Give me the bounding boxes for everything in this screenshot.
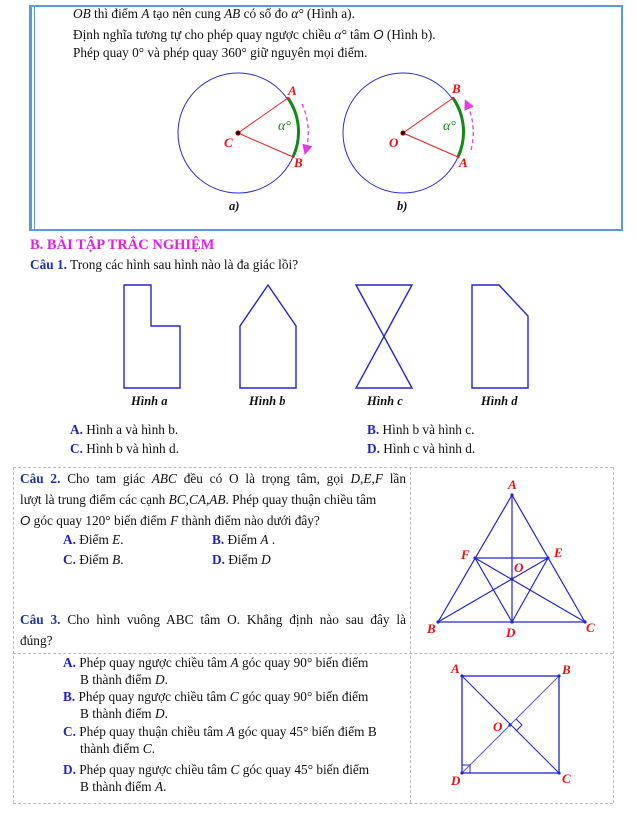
point-label-B: B <box>427 621 436 636</box>
figure-caption: Hình b <box>249 394 286 408</box>
option-var: C <box>142 740 152 756</box>
option-text: . <box>151 740 155 756</box>
question-3 <box>20 609 406 651</box>
option-var: D <box>154 671 165 687</box>
question-label: Câu 1. <box>30 257 67 272</box>
question-text: Trong các hình sau hình nào là đa giác lồi? <box>66 257 299 272</box>
question-label: Câu 3. <box>20 612 61 627</box>
figure-caption-a: a) <box>229 199 240 213</box>
option-text: B thành điểm <box>80 671 155 687</box>
option-var: B <box>112 552 121 567</box>
text: (Hình b). <box>383 27 436 42</box>
option-key: B. <box>63 689 76 704</box>
question-1 <box>30 257 298 273</box>
option-text: Điểm <box>75 532 113 547</box>
option-key: B. <box>212 532 225 547</box>
option-A[interactable] <box>70 422 178 438</box>
var-O: O <box>373 27 384 42</box>
text: lần <box>382 471 406 486</box>
option-text: Điểm <box>224 532 261 547</box>
q1-polygons <box>100 280 540 390</box>
text: Cho tam giác <box>60 471 152 486</box>
polygon-hinh-d <box>472 285 528 388</box>
table-border-left <box>13 467 14 803</box>
option-text: góc quay 45° biến điểm <box>239 762 370 777</box>
text: Định nghĩa tương tự cho phép quay ngược chiều <box>73 27 335 42</box>
rotation-figures <box>0 0 637 230</box>
point-label-E: E <box>554 545 563 560</box>
option-text: Phép quay ngược chiều tâm <box>75 655 231 670</box>
option-var: A <box>230 655 239 670</box>
option-B[interactable] <box>212 532 275 548</box>
text: có số đo <box>240 6 292 21</box>
point-label-C: C <box>586 620 595 635</box>
figure-caption: Hình c <box>367 394 403 408</box>
point-label-D: D <box>451 773 461 788</box>
option-key: C. <box>70 441 83 456</box>
option-text: . <box>163 778 167 794</box>
option-end: . <box>120 532 124 547</box>
point-label-B: B <box>294 155 303 170</box>
point-label-B: B <box>452 81 461 96</box>
point-label-O: O <box>514 560 524 575</box>
option-key: A. <box>70 422 83 437</box>
option-text: Hình c và hình d. <box>379 441 476 456</box>
figure-caption: Hình d <box>481 394 518 408</box>
option-C[interactable] <box>63 552 124 568</box>
option-text: Hình b và hình c. <box>379 422 475 437</box>
var-O: O <box>20 513 31 528</box>
option-var: A <box>260 532 269 547</box>
var-AB: AB <box>224 6 241 21</box>
option-key: A. <box>63 655 76 670</box>
option-key: D. <box>63 762 76 777</box>
option-text: B thành điểm <box>80 705 155 721</box>
q2-line-2 <box>20 489 406 510</box>
point-label-C: C <box>224 135 233 150</box>
question-2 <box>20 468 406 531</box>
text: tạo nên cung <box>149 6 225 21</box>
option-text: Phép quay ngược chiều tâm <box>75 762 231 777</box>
point-label-A: A <box>288 83 297 98</box>
option-key: C. <box>63 724 76 739</box>
polygon-hinh-c <box>356 285 412 388</box>
figure-caption-b: b) <box>397 199 408 213</box>
text: tâm <box>346 27 374 42</box>
option-var: C <box>230 762 240 777</box>
option-text: Hình a và hình b. <box>82 422 179 437</box>
option-key: D. <box>212 552 225 567</box>
q2-line-1 <box>20 468 406 489</box>
text: Cho hình vuông ABC tâm O. Khẳng định nào sau đây là <box>60 612 406 627</box>
point-label-C: C <box>562 771 571 786</box>
option-text: Điểm <box>224 552 262 567</box>
text: thì điểm <box>90 6 142 21</box>
point-label-A: A <box>508 477 517 492</box>
option-A[interactable] <box>63 655 398 688</box>
option-end: . <box>120 552 124 567</box>
polygon-hinh-a <box>124 285 180 388</box>
option-text: góc quay 45° biến điểm B <box>234 724 377 739</box>
option-text: Phép quay thuận chiều tâm <box>75 724 227 739</box>
option-text: . <box>164 671 168 687</box>
point-label-D: D <box>506 625 516 640</box>
option-text: thành điểm <box>80 740 143 756</box>
option-text: góc quay 90° biến điểm <box>238 689 369 704</box>
option-text: Hình b và hình d. <box>82 441 179 456</box>
text: thành điểm nào dưới đây? <box>178 513 320 528</box>
option-D[interactable] <box>367 441 475 457</box>
var-alpha: α° <box>334 27 347 42</box>
option-var: D <box>261 552 271 567</box>
option-text: góc quay 90° biến điểm <box>238 655 369 670</box>
var-ABC: ABC <box>151 471 177 486</box>
option-key: D. <box>367 441 380 456</box>
q3-line-1 <box>20 609 406 630</box>
text: . Phép quay thuận chiều tâm <box>225 492 377 507</box>
option-B[interactable] <box>367 422 474 438</box>
point-label-O: O <box>389 135 399 150</box>
option-D[interactable] <box>63 762 398 795</box>
var-alpha: α° <box>291 6 304 21</box>
option-var: A <box>154 778 164 794</box>
point-label-F: F <box>461 547 470 562</box>
q2-line-3 <box>20 510 406 531</box>
var-DEF: D,E,F <box>350 471 383 486</box>
option-C[interactable] <box>70 441 179 457</box>
option-text: B thành điểm <box>80 778 155 794</box>
q3-square-figure <box>410 650 620 810</box>
option-text: Điểm <box>75 552 113 567</box>
option-var: E <box>112 532 121 547</box>
q3-line-2: đúng? <box>20 633 53 648</box>
option-B[interactable] <box>63 689 398 722</box>
option-var: D <box>154 705 165 721</box>
angle-label: α° <box>443 119 456 134</box>
option-end: . <box>268 532 276 547</box>
option-text: . <box>164 705 168 721</box>
var-sides: BC,CA,AB <box>168 492 226 507</box>
option-key: A. <box>63 532 76 547</box>
var-F: F <box>170 513 179 528</box>
intro-line-3: Phép quay 0° và phép quay 360° giữ nguyên mọi điểm. <box>73 45 368 60</box>
point-label-A: A <box>451 661 460 676</box>
option-key: B. <box>367 422 380 437</box>
option-D[interactable] <box>212 552 271 568</box>
point-label-A: A <box>459 155 468 170</box>
section-title: B. BÀI TẬP TRẮC NGHIỆM <box>30 237 215 253</box>
angle-label: α° <box>278 119 291 134</box>
option-var: C <box>229 689 239 704</box>
figure-caption: Hình a <box>131 394 168 408</box>
option-key: C. <box>63 552 76 567</box>
option-var: A <box>226 724 235 739</box>
option-A[interactable] <box>63 532 124 548</box>
text: góc quay 120° biến điểm <box>30 513 171 528</box>
text: đều có O là trọng tâm, gọi <box>176 471 351 486</box>
text: lượt là trung điểm các cạnh <box>20 492 169 507</box>
point-label-O: O <box>493 719 503 734</box>
question-label: Câu 2. <box>20 471 61 486</box>
var-OB: OB <box>73 6 91 21</box>
var-A: A <box>141 6 150 21</box>
text: (Hình a). <box>303 6 355 21</box>
option-C[interactable] <box>63 724 398 757</box>
point-label-B: B <box>562 662 571 677</box>
polygon-hinh-b <box>240 285 296 388</box>
option-text: Phép quay ngược chiều tâm <box>75 689 230 704</box>
